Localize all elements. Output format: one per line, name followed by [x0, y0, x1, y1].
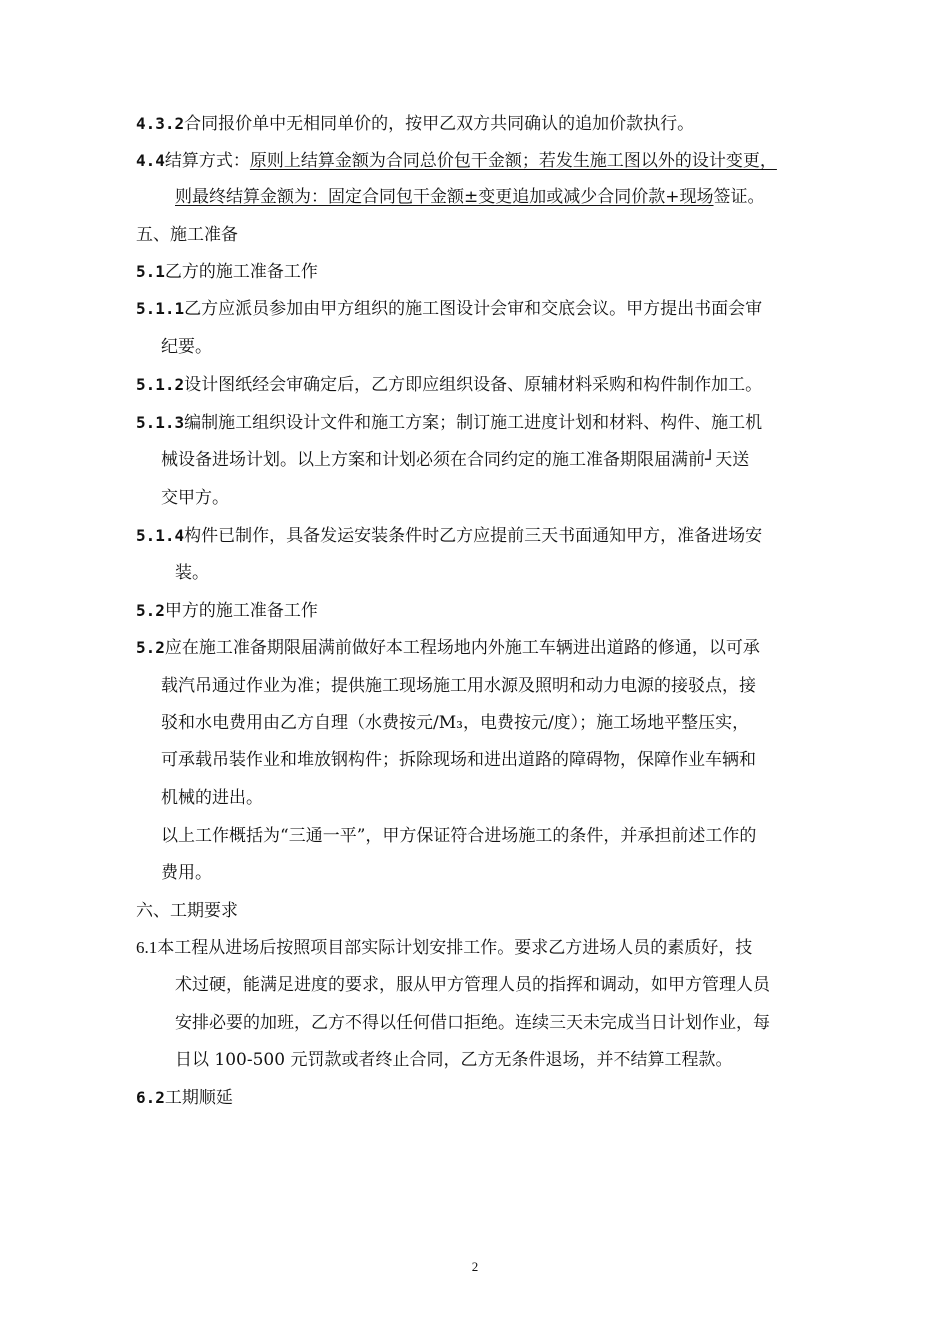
- paragraph-summary-continued: [161, 862, 212, 884]
- heading-text: 五、施工准备: [136, 225, 238, 245]
- clause-5-1-3-continued: [161, 449, 749, 471]
- clause-number: 5.2: [136, 601, 165, 620]
- clause-text: 载汽吊通过作业为准；提供施工现场施工用水源及照明和动力电源的接驳点，接: [161, 676, 756, 696]
- page-number: 2: [471, 1259, 479, 1274]
- underlined-text: 原则上结算金额为合同总价包干金额；若发生施工图以外的设计变更，: [249, 151, 777, 171]
- clause-text: 构件已制作，具备发运安装条件时乙方应提前三天书面通知甲方，准备进场安: [184, 526, 763, 546]
- clause-5-2-continued: [161, 675, 756, 697]
- section-heading-6: [136, 900, 238, 922]
- clause-6-1: [136, 937, 752, 959]
- clause-text: 甲方的施工准备工作: [164, 601, 318, 621]
- clause-text: 日以 100-500 元罚款或者终止合同，乙方无条件退场，并不结算工程款。: [175, 1050, 733, 1070]
- clause-text: 可承载吊装作业和堆放钢构件；拆除现场和进出道路的障碍物，保障作业车辆和: [161, 750, 756, 770]
- clause-6-2: [136, 1087, 233, 1109]
- clause-4-4: [136, 150, 777, 172]
- clause-number: 5.1.2: [136, 375, 185, 394]
- clause-number: 6.1: [136, 938, 158, 957]
- clause-5-1-2: [136, 374, 762, 396]
- clause-5-1-1-continued: [161, 336, 212, 358]
- clause-text: 乙方应派员参加由甲方组织的施工图设计会审和交底会议。甲方提出书面会审: [184, 299, 763, 319]
- clause-text: 械设备进场计划。以上方案和计划必须在合同约定的施工准备期限届满前┘天送: [161, 450, 750, 470]
- clause-text: 合同报价单中无相同单价的，按甲乙双方共同确认的追加价款执行。: [184, 114, 695, 134]
- clause-number: 5.1.1: [136, 299, 185, 318]
- clause-number: 5.1.3: [136, 413, 185, 432]
- clause-5-2-continued-4: [161, 787, 263, 809]
- heading-text: 六、工期要求: [136, 901, 238, 921]
- clause-5-1-3-continued-2: [161, 487, 229, 509]
- clause-5-2: [136, 637, 760, 659]
- clause-5-1-4-continued: [175, 562, 209, 584]
- clause-5-1-4: [136, 525, 762, 547]
- clause-text: 交甲方。: [161, 488, 229, 508]
- clause-text: 装。: [175, 563, 209, 583]
- clause-text: 工期顺延: [164, 1088, 233, 1108]
- clause-5-1-1: [136, 298, 762, 320]
- clause-text: 设计图纸经会审确定后，乙方即应组织设备、原辅材料采购和构件制作加工。: [184, 375, 763, 395]
- paragraph-text: 以上工作概括为“三通一平”，甲方保证符合进场施工的条件，并承担前述工作的: [161, 826, 757, 846]
- clause-text: 术过硬，能满足进度的要求，服从甲方管理人员的指挥和调动，如甲方管理人员: [175, 975, 770, 995]
- clause-number: 5.2: [136, 638, 165, 657]
- clause-5-2-continued-2: [161, 712, 749, 734]
- clause-number: 4.4: [136, 151, 165, 170]
- clause-text: 签证。: [713, 187, 765, 207]
- clause-text: 编制施工组织设计文件和施工方案；制订施工进度计划和材料、构件、施工机: [184, 413, 763, 433]
- clause-6-1-continued: [175, 974, 770, 996]
- clause-text: 结算方式：: [164, 151, 250, 171]
- clause-4-4-continued: [175, 186, 765, 208]
- clause-text: 本工程从进场后按照项目部实际计划安排工作。要求乙方进场人员的素质好，技: [157, 938, 753, 958]
- underlined-text: 则最终结算金额为：固定合同包干金额±变更追加或减少合同价款+现场: [175, 187, 714, 207]
- clause-5-1: [136, 261, 318, 283]
- clause-text: 安排必要的加班，乙方不得以任何借口拒绝。连续三天未完成当日计划作业，每: [175, 1013, 770, 1033]
- clause-number: 4.3.2: [136, 114, 185, 133]
- clause-text: 乙方的施工准备工作: [164, 262, 318, 282]
- clause-text: 机械的进出。: [161, 788, 263, 808]
- clause-6-1-continued-3: [175, 1049, 732, 1071]
- clause-5-2-continued-3: [161, 749, 756, 771]
- clause-number: 5.1: [136, 262, 165, 281]
- clause-text: 应在施工准备期限届满前做好本工程场地内外施工车辆进出道路的修通，以可承: [164, 638, 760, 658]
- paragraph-text: 费用。: [161, 863, 212, 883]
- clause-5-2-heading: [136, 600, 318, 622]
- clause-text: 驳和水电费用由乙方自理（水费按元/M₃，电费按元/度）；施工场地平整压实，: [161, 713, 750, 733]
- clause-6-1-continued-2: [175, 1012, 770, 1034]
- clause-5-1-3: [136, 412, 762, 434]
- clause-number: 5.1.4: [136, 526, 185, 545]
- clause-text: 纪要。: [161, 337, 212, 357]
- section-heading-5: [136, 224, 238, 246]
- clause-4-3-2: [136, 113, 694, 135]
- clause-number: 6.2: [136, 1088, 165, 1107]
- paragraph-summary: [161, 825, 756, 847]
